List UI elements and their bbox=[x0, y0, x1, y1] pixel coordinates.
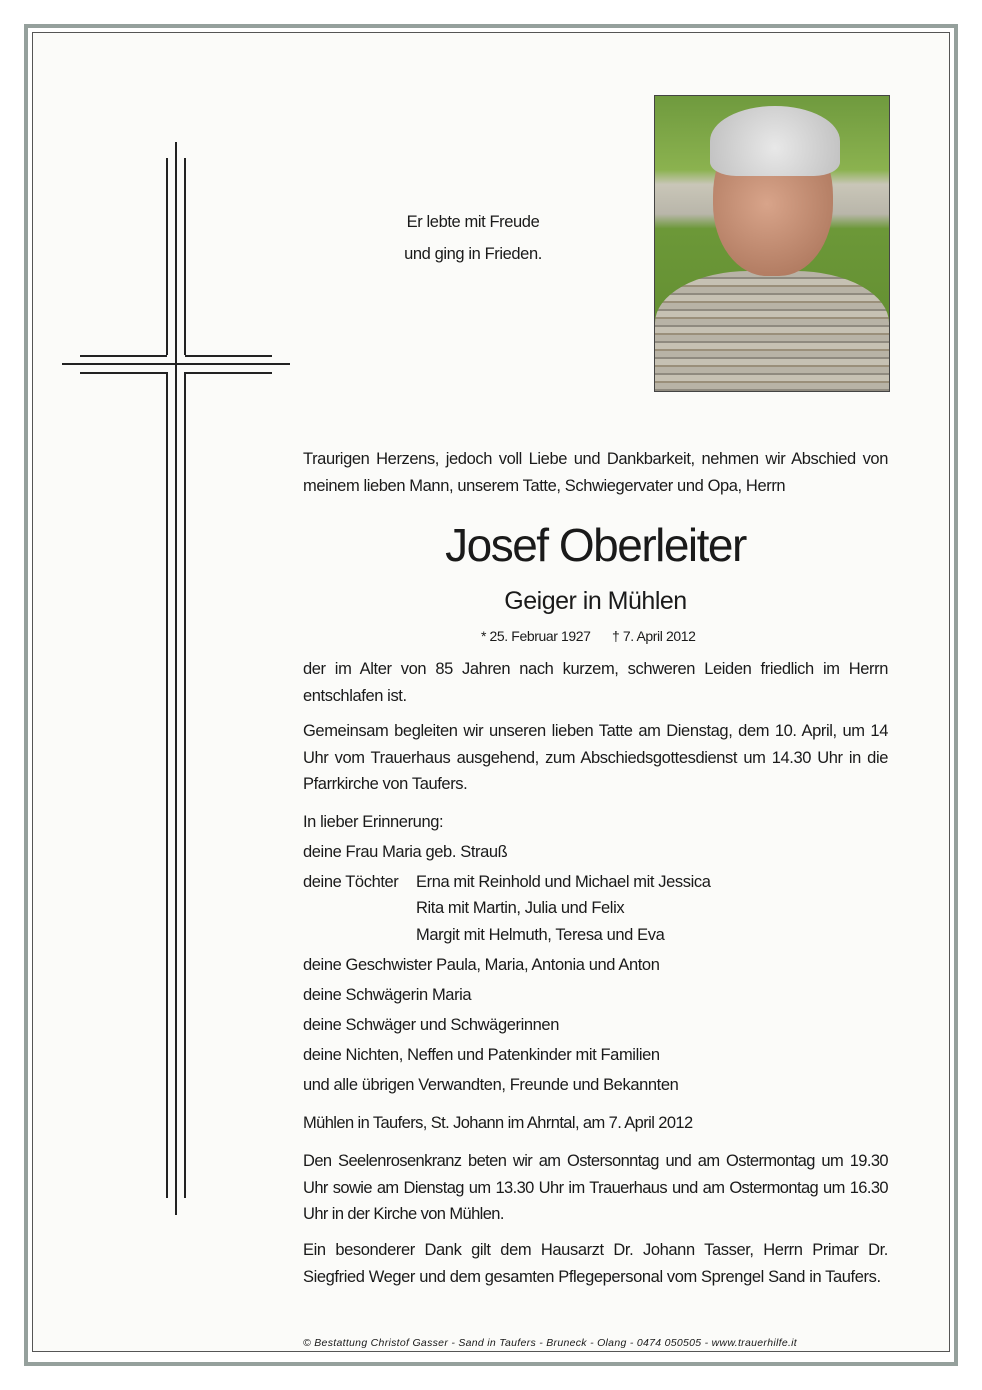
passing-text: der im Alter von 85 Jahren nach kurzem, schweren Leiden friedlich im Herrn entschlafen ist. bbox=[303, 660, 888, 705]
deceased-name: Josef Oberleiter bbox=[445, 519, 746, 571]
daughter-line: Erna mit Reinhold und Michael mit Jessica bbox=[416, 873, 711, 891]
subtitle: Geiger in Mühlen bbox=[504, 587, 687, 615]
quote-line-2: und ging in Frieden. bbox=[404, 245, 542, 263]
memory-heading: In lieber Erinnerung: bbox=[303, 813, 444, 831]
daughter-line: Margit mit Helmuth, Teresa und Eva bbox=[416, 926, 665, 944]
thanks-text: Ein besonderer Dank gilt dem Hausarzt Dr. Johann Tasser, Herrn Primar Dr. Siegfried Weger und dem gesamten Pflegepersonal vom Sprengel Sand in Taufers. bbox=[303, 1241, 888, 1286]
relative-line: und alle übrigen Verwandten, Freunde und Bekannten bbox=[303, 1076, 679, 1094]
death-date: † 7. April 2012 bbox=[612, 628, 696, 644]
birth-date: * 25. Februar 1927 bbox=[481, 628, 591, 644]
portrait-photo bbox=[654, 95, 890, 392]
funeral-text: Gemeinsam begleiten wir unseren lieben Tatte am Dienstag, dem 10. April, um 14 Uhr vom Trauerhaus ausgehend, zum Abschiedsgottesdienst um 14.30 Uhr in die Pfarrkirche von Taufers. bbox=[303, 722, 888, 793]
intro-text: Traurigen Herzens, jedoch voll Liebe und Dankbarkeit, nehmen wir Abschied von meinem lieben Mann, unserem Tatte, Schwiegervater und Opa, Herrn bbox=[303, 450, 888, 495]
relative-line: deine Schwägerin Maria bbox=[303, 986, 472, 1004]
footer-credit: © Bestattung Christof Gasser - Sand in Taufers - Bruneck - Olang - 0474 050505 - www.trauerhilfe.it bbox=[303, 1337, 798, 1349]
wife-line: deine Frau Maria geb. Strauß bbox=[303, 843, 508, 861]
relative-line: deine Nichten, Neffen und Patenkinder mit Familien bbox=[303, 1046, 660, 1064]
place-date: Mühlen in Taufers, St. Johann im Ahrntal, am 7. April 2012 bbox=[303, 1114, 693, 1132]
daughter-line: Rita mit Martin, Julia und Felix bbox=[416, 899, 625, 917]
relative-line: deine Geschwister Paula, Maria, Antonia und Anton bbox=[303, 956, 660, 974]
relative-line: deine Schwäger und Schwägerinnen bbox=[303, 1016, 559, 1034]
quote-line-1: Er lebte mit Freude bbox=[406, 213, 540, 231]
rosary-text: Den Seelenrosenkranz beten wir am Ostersonntag und am Ostermontag um 19.30 Uhr sowie am Dienstag um 13.30 Uhr im Trauerhaus und am Ostermontag um 16.30 Uhr in der Kirche von Mühlen. bbox=[303, 1152, 888, 1223]
daughters-label: deine Töchter bbox=[303, 873, 399, 891]
